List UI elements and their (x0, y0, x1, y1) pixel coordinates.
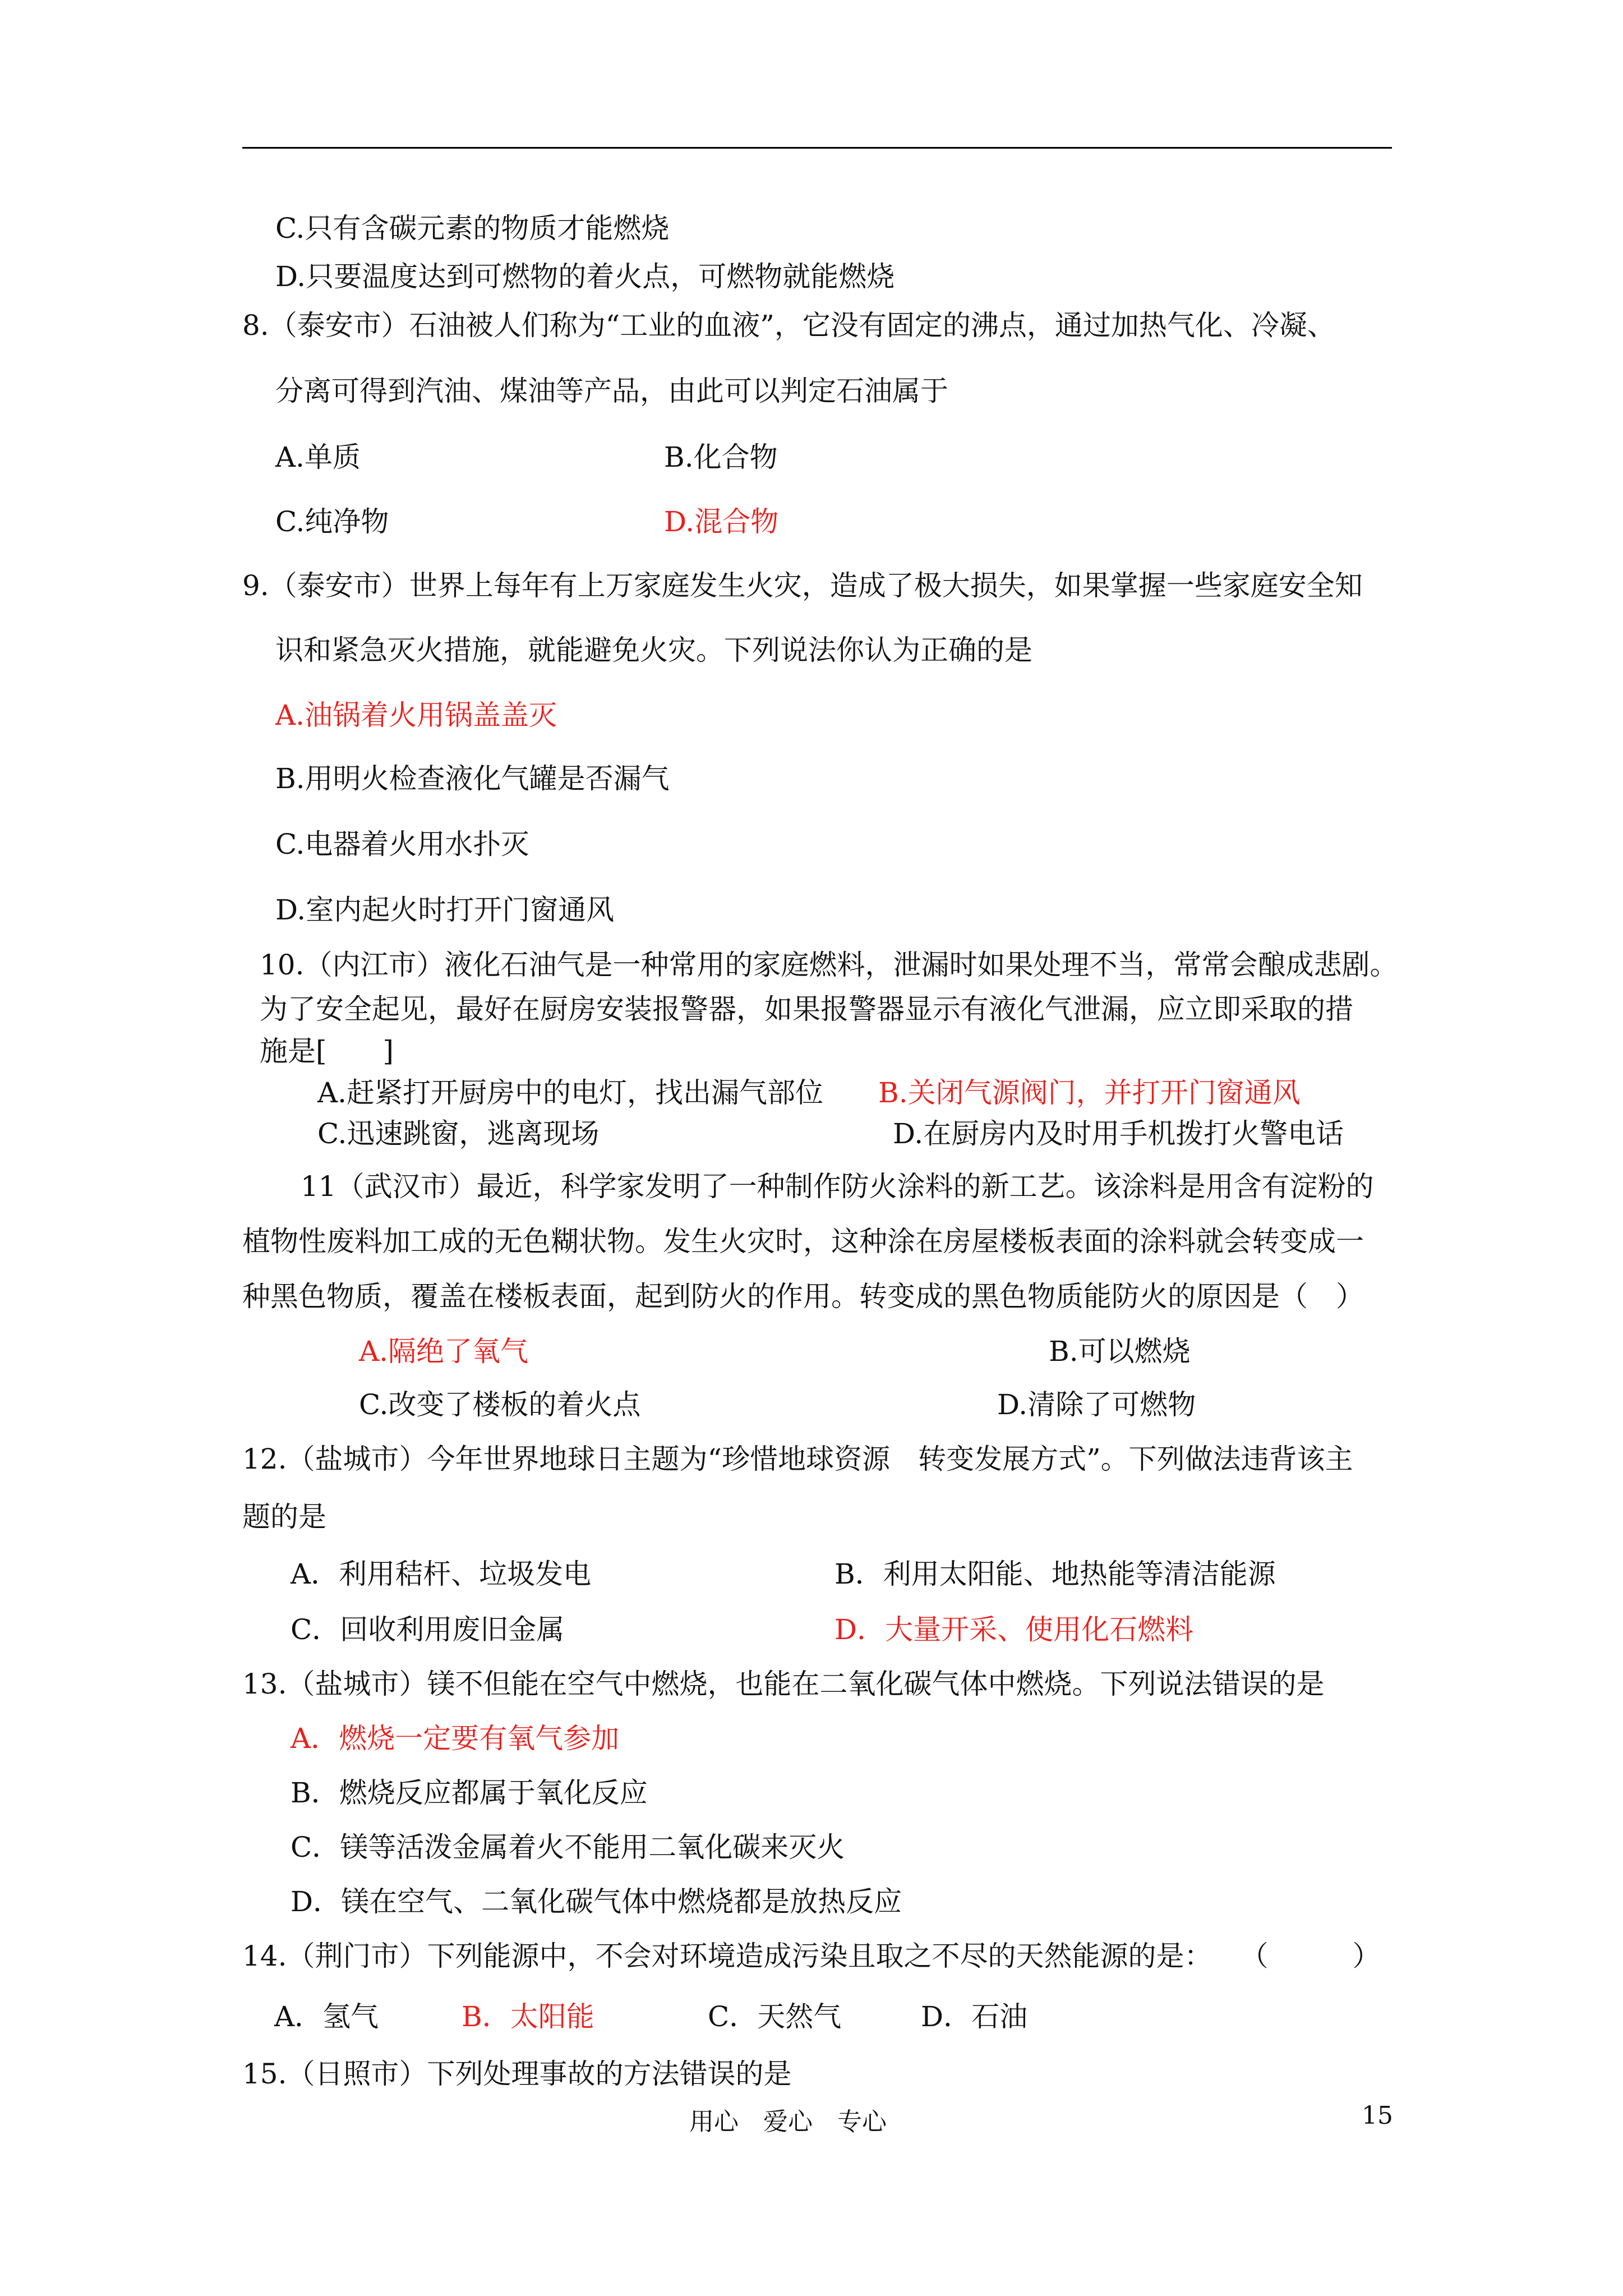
q9-stem-line1: 9.（泰安市）世界上每年有上万家庭发生火灾，造成了极大损失，如果掌握一些家庭安全知 (242, 569, 1363, 602)
q12-option-c: C．回收利用废旧金属 (291, 1613, 565, 1646)
q10-stem-line2: 为了安全起见，最好在厨房安装报警器，如果报警器显示有液化气泄漏，应立即采取的措 (260, 993, 1353, 1025)
q9-option-b: B.用明火检查液化气罐是否漏气 (275, 762, 670, 795)
q13-option-b: B．燃烧反应都属于氧化反应 (291, 1777, 648, 1809)
q7-option-c: C.只有含碳元素的物质才能燃烧 (275, 212, 670, 245)
q12-option-a: A．利用秸杆、垃圾发电 (291, 1558, 592, 1590)
q14-option-d: D．石油 (921, 2000, 1028, 2033)
q12-option-b: B．利用太阳能、地热能等清洁能源 (834, 1558, 1276, 1590)
q11-option-c: C.改变了楼板的着火点 (359, 1388, 641, 1421)
q14-option-c: C．天然气 (708, 2000, 842, 2033)
q9-stem-line2: 识和紧急灭火措施，就能避免火灾。下列说法你认为正确的是 (275, 634, 1032, 666)
q8-option-d-answer: D.混合物 (664, 505, 779, 538)
q14-stem: 14.（荆门市）下列能源中，不会对环境造成污染且取之不尽的天然能源的是： （ ） (242, 1940, 1381, 1972)
header-rule (242, 147, 1392, 149)
q10-stem-line1: 10.（内江市）液化石油气是一种常用的家庭燃料，泄漏时如果处理不当，常常会酿成悲剧。 (260, 949, 1398, 981)
q12-stem-line1: 12.（盐城市）今年世界地球日主题为“珍惜地球资源 转变发展方式”。下列做法违背该主 (242, 1443, 1353, 1475)
q11-option-b: B.可以燃烧 (1049, 1335, 1191, 1368)
q12-stem-line2: 题的是 (242, 1501, 326, 1533)
q13-option-c: C．镁等活泼金属着火不能用二氧化碳来灭火 (291, 1831, 845, 1864)
q9-option-a-answer: A.油锅着火用锅盖盖灭 (275, 699, 557, 731)
q11-option-a-answer: A.隔绝了氧气 (359, 1335, 529, 1368)
q10-stem-line3: 施是[ ] (260, 1035, 394, 1068)
q7-option-d: D.只要温度达到可燃物的着火点，可燃物就能燃烧 (275, 260, 895, 293)
q14-option-b-answer: B．太阳能 (462, 2000, 594, 2033)
q13-stem: 13.（盐城市）镁不但能在空气中燃烧，也能在二氧化碳气体中燃烧。下列说法错误的是 (242, 1668, 1325, 1700)
q8-option-a: A.单质 (275, 441, 361, 473)
q11-stem-line1: 11（武汉市）最近，科学家发明了一种制作防火涂料的新工艺。该涂料是用含有淀粉的 (301, 1170, 1374, 1203)
q13-option-a-answer: A．燃烧一定要有氧气参加 (291, 1722, 620, 1755)
q11-stem-line2: 植物性废料加工成的无色糊状物。发生火灾时，这种涂在房屋楼板表面的涂料就会转变成一 (242, 1225, 1364, 1258)
q11-stem-line3: 种黑色物质，覆盖在楼板表面，起到防火的作用。转变成的黑色物质能防火的原因是（ ） (242, 1280, 1364, 1313)
q12-option-d-answer: D．大量开采、使用化石燃料 (834, 1613, 1194, 1646)
q14-option-a: A．氢气 (274, 2000, 379, 2033)
q9-option-c: C.电器着火用水扑灭 (275, 828, 529, 861)
q10-option-b-answer: B.关闭气源阀门，并打开门窗通风 (878, 1076, 1301, 1109)
q10-option-a: A.赶紧打开厨房中的电灯，找出漏气部位 (317, 1076, 824, 1109)
q15-stem: 15.（日照市）下列处理事故的方法错误的是 (242, 2058, 792, 2090)
q11-option-d: D.清除了可燃物 (997, 1388, 1196, 1421)
footer-motto: 用心 爱心 专心 (689, 2108, 887, 2136)
q8-stem-line1: 8.（泰安市）石油被人们称为“工业的血液”，它没有固定的沸点，通过加热气化、冷凝、 (242, 309, 1335, 342)
q8-option-c: C.纯净物 (275, 505, 389, 538)
q8-stem-line2: 分离可得到汽油、煤油等产品，由此可以判定石油属于 (275, 375, 948, 407)
q10-option-d: D.在厨房内及时用手机拨打火警电话 (893, 1117, 1344, 1150)
q13-option-d: D．镁在空气、二氧化碳气体中燃烧都是放热反应 (291, 1885, 902, 1918)
q8-option-b: B.化合物 (664, 441, 778, 473)
q9-option-d: D.室内起火时打开门窗通风 (275, 894, 615, 926)
page-number: 15 (1362, 2101, 1393, 2130)
q10-option-c: C.迅速跳窗，逃离现场 (317, 1117, 600, 1150)
